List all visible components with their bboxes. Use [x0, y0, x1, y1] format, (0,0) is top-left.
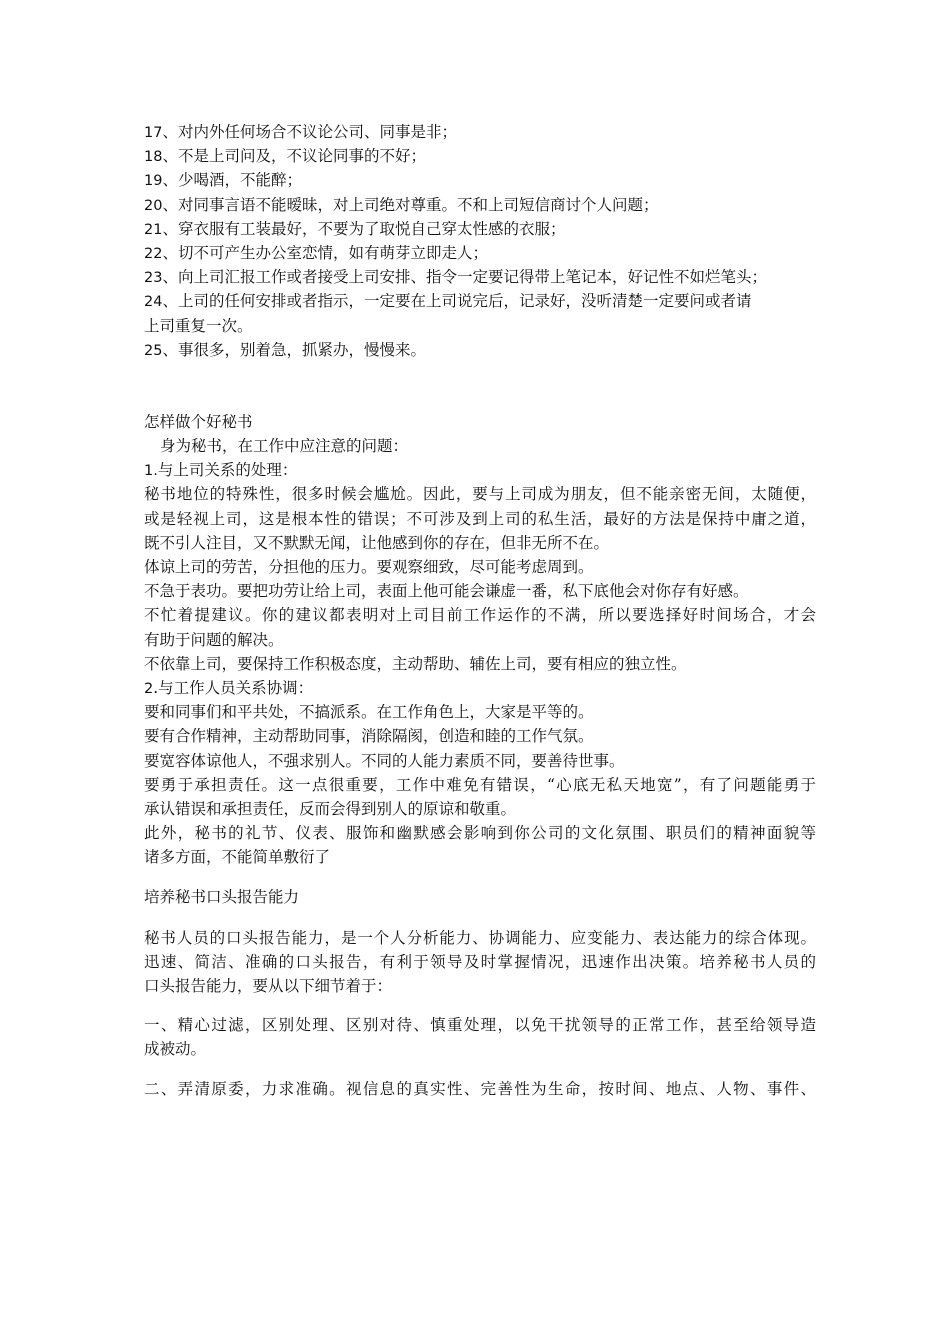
subheading-number: 1.	[144, 463, 158, 480]
section-title: 怎样做个好秘书	[144, 412, 253, 431]
list-item	[144, 338, 816, 362]
item-number: 24	[144, 294, 163, 311]
paragraph-line: 不忙着提建议。你的建议都表明对上司目前工作运作的不满，所以要选择好时间场合，才会	[144, 606, 816, 625]
paragraph-line: 口头报告能力，要从以下细节着于：	[144, 977, 393, 995]
item-text: 、对内外任何场合不议论公司、同事是非；	[162, 123, 457, 141]
paragraph-line: 迅速、简洁、准确的口头报告，有利于领导及时掌握情况，迅速作出决策。培养秘书人员的	[144, 952, 816, 971]
item-text: 、上司的任何安排或者指示，一定要在上司说完后，记录好，没听清楚一定要问或者请	[162, 292, 752, 311]
paragraph-line: 秘书人员的口头报告能力，是一个人分析能力、协调能力、应变能力、表达能力的综合体现。	[144, 928, 816, 947]
document-page	[144, 120, 816, 1101]
subheading	[144, 676, 816, 700]
item-number: 22	[144, 245, 163, 262]
paragraph: 要宽容体谅他人，不强求别人。不同的人能力素质不同，要善待世事。	[144, 751, 625, 770]
item-number: 25	[144, 342, 163, 359]
item-number: 19	[144, 173, 163, 190]
paragraph-line: 既不引人注目，又不默默无闻，让他感到你的存在，但非无所不在。	[144, 533, 610, 552]
paragraph: 体谅上司的劳苦，分担他的压力。要观察细致，尽可能考虑周到。	[144, 558, 594, 576]
item-number: 17	[144, 125, 163, 141]
paragraph: 要和同事们和平共处，不搞派系。在工作角色上，大家是平等的。	[144, 703, 594, 722]
item-text: 、对同事言语不能暧昧，对上司绝对尊重。不和上司短信商讨个人问题；	[162, 195, 659, 214]
item-text: 、事很多，别着急，抓紧办，慢慢来。	[162, 340, 426, 359]
list-item	[144, 217, 816, 241]
subheading-text: .与工作人员关系协调：	[153, 678, 314, 697]
paragraph-line: 承认错误和承担责任，反而会得到别人的原谅和敬重。	[144, 799, 517, 818]
paragraph: 要有合作精神，主动帮助同事，消除隔阂，创造和睦的工作气氛。	[144, 727, 594, 746]
paragraph-line: 秘书地位的特殊性，很多时候会尴尬。因此，要与上司成为朋友，但不能亲密无间，太随便，	[144, 485, 816, 504]
paragraph: 不依靠上司，要保持工作积极态度，主动帮助、辅佐上司，要有相应的独立性。	[144, 654, 687, 673]
list-item	[144, 120, 816, 144]
item-number: 21	[144, 221, 163, 238]
list-item	[144, 193, 816, 217]
list-item-continuation: 上司重复一次。	[144, 316, 253, 335]
paragraph-line: 有助于问题的解决。	[144, 630, 284, 649]
paragraph-line: 一、精心过滤，区别处理、区别对待、慎重处理，以免干扰领导的正常工作，甚至给领导造	[144, 1016, 816, 1035]
list-item	[144, 289, 816, 313]
item-text: 、切不可产生办公室恋情，如有萌芽立即走人；	[162, 243, 488, 262]
paragraph: 不急于表功。要把功劳让给上司，表面上他可能会谦虚一番，私下底他会对你存有好感。	[144, 582, 749, 601]
item-text: 、少喝酒，不能醉；	[162, 171, 302, 190]
paragraph-line: 诸多方面，不能简单敷衍了	[144, 848, 331, 867]
section-title: 培养秘书口头报告能力	[144, 888, 300, 907]
item-number: 18	[144, 149, 163, 166]
list-item	[144, 241, 816, 265]
list-item	[144, 144, 816, 168]
paragraph-line: 要勇于承担责任。这一点很重要，工作中难免有错误，“心底无私天地宽”，有了问题能勇于	[144, 775, 816, 794]
paragraph-line: 或是轻视上司，这是根本性的错误；不可涉及到上司的私生活，最好的方法是保持中庸之道，	[144, 509, 816, 528]
paragraph-line: 二、弄清原委，力求准确。视信息的真实性、完善性为生命，按时间、地点、人物、事件、	[144, 1079, 816, 1098]
item-number: 20	[144, 197, 163, 214]
item-text: 、不是上司问及，不议论同事的不好；	[162, 147, 426, 166]
paragraph-line: 此外，秘书的礼节、仪表、服饰和幽默感会影响到你公司的文化氛围、职员们的精神面貌等	[144, 824, 816, 843]
subheading	[144, 458, 816, 482]
paragraph-line: 成被动。	[144, 1040, 207, 1059]
item-number: 23	[144, 270, 163, 287]
list-item	[144, 265, 816, 289]
item-text: 、向上司汇报工作或者接受上司安排、指令一定要记得带上笔记本，好记性不如烂笔头；	[162, 268, 767, 287]
subheading-number: 2	[144, 680, 154, 697]
section-intro: 身为秘书，在工作中应注意的问题：	[160, 437, 409, 456]
item-text: 、穿衣服有工装最好，不要为了取悦自己穿太性感的衣服；	[162, 219, 566, 238]
subheading-text: 与上司关系的处理：	[157, 461, 298, 480]
list-item	[144, 168, 816, 192]
